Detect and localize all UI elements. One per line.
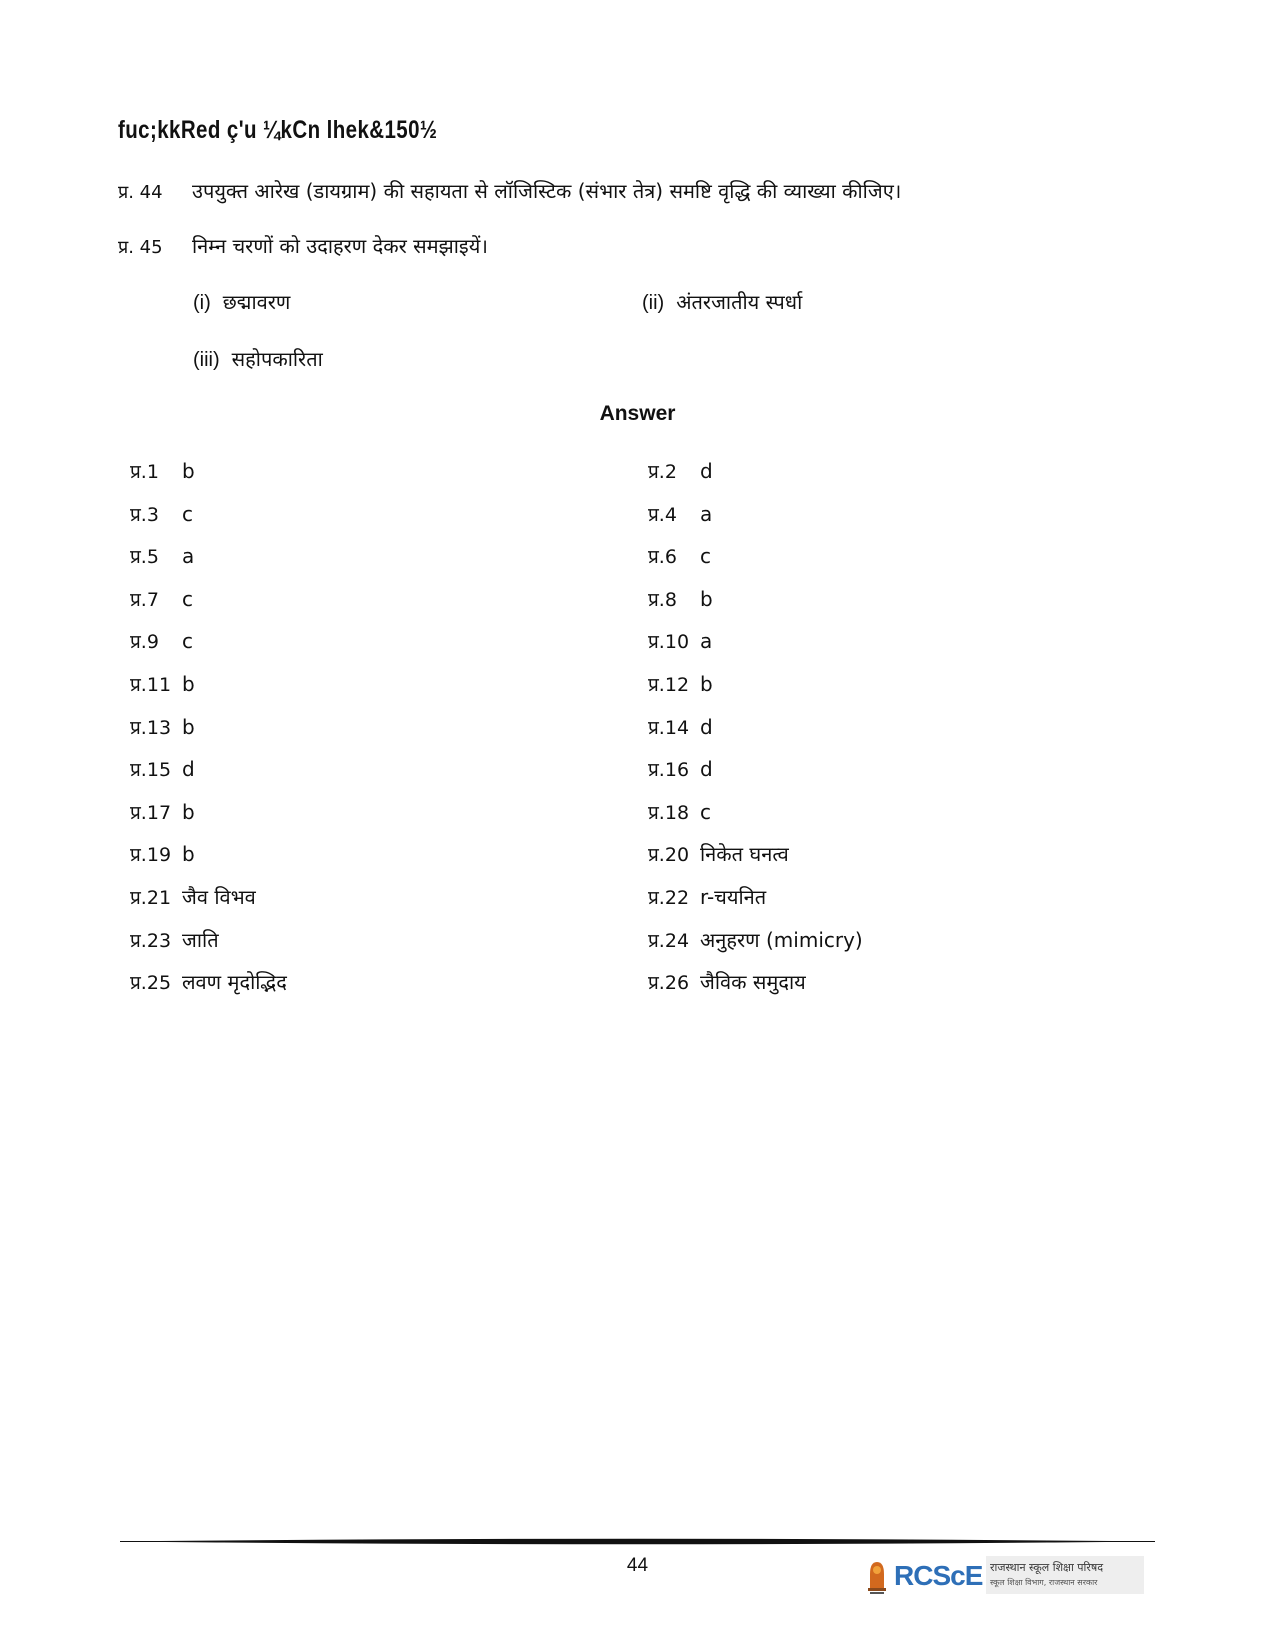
- answer-number: प्र.22: [648, 886, 690, 909]
- answer-row: [130, 756, 287, 799]
- answer-number: प्र.3: [130, 503, 159, 526]
- answer-row: [130, 458, 287, 501]
- answer-number: प्र.9: [130, 631, 159, 654]
- answer-number: प्र.5: [130, 546, 159, 569]
- answer-number: प्र.12: [648, 673, 690, 696]
- option-ii: [642, 288, 802, 315]
- answer-value: b: [182, 842, 195, 867]
- answer-value: c: [182, 586, 193, 611]
- answer-number: प्र.24: [648, 929, 690, 952]
- option-text: सहोपकारिता: [231, 347, 323, 371]
- answer-row: [130, 799, 287, 842]
- answer-row: [130, 927, 287, 970]
- answer-value: b: [182, 799, 195, 824]
- answer-value: लवण मृदोद्भिद: [182, 970, 287, 995]
- answer-value: d: [700, 757, 713, 782]
- answer-value: b: [700, 586, 713, 611]
- answer-row: [648, 756, 863, 799]
- answer-number: प्र.1: [130, 461, 159, 483]
- question-number: प्र. 45: [118, 237, 163, 258]
- answer-value: c: [700, 799, 711, 824]
- answer-number: प्र.19: [130, 844, 172, 867]
- answer-number: प्र.15: [130, 759, 172, 782]
- answer-number: प्र.16: [648, 759, 690, 782]
- answer-number: प्र.25: [130, 972, 172, 995]
- answer-row: [648, 628, 863, 671]
- option-text: अंतरजातीय स्पर्धा: [676, 290, 803, 314]
- answer-value: a: [700, 629, 713, 654]
- answer-number: प्र.2: [648, 461, 677, 483]
- answer-row: [648, 799, 863, 842]
- answer-value: c: [700, 544, 711, 569]
- answer-row: [130, 841, 287, 884]
- answer-row: [130, 501, 287, 544]
- answer-row: [648, 671, 863, 714]
- answer-value: जैविक समुदाय: [700, 970, 806, 995]
- answer-row: [130, 884, 287, 927]
- answer-row: [648, 586, 863, 629]
- answer-number: प्र.7: [130, 588, 159, 611]
- answer-value: b: [182, 671, 195, 696]
- answer-value: अनुहरण (mimicry): [700, 927, 863, 952]
- answer-number: प्र.10: [648, 631, 690, 654]
- answers-right-column: [648, 458, 863, 1012]
- answer-value: c: [182, 501, 193, 526]
- answer-value: d: [700, 714, 713, 739]
- answer-row: [648, 969, 863, 1012]
- rcsce-logo: [862, 1556, 1144, 1598]
- answer-row: [648, 927, 863, 970]
- answer-value: c: [182, 629, 193, 654]
- answer-value: a: [182, 544, 195, 569]
- answer-heading: Answer: [599, 402, 676, 425]
- answer-number: प्र.18: [648, 801, 690, 824]
- answer-row: [130, 586, 287, 629]
- answer-value: जैव विभव: [182, 884, 256, 909]
- section-heading: fuc;kkRed ç'u ¼kCn lhek&150½: [118, 116, 438, 144]
- answer-row: [648, 501, 863, 544]
- question-45: [118, 232, 488, 259]
- answer-row: [648, 543, 863, 586]
- answer-row: [130, 628, 287, 671]
- option-iii: [193, 345, 323, 372]
- answer-number: प्र.20: [648, 844, 690, 867]
- answer-value: जाति: [182, 927, 219, 952]
- answer-number: प्र.8: [648, 588, 677, 611]
- answer-value: b: [182, 714, 195, 739]
- answer-number: प्र.17: [130, 801, 172, 824]
- option-i: [193, 288, 290, 315]
- answer-value: d: [700, 459, 713, 483]
- option-number: (iii): [193, 349, 220, 371]
- answer-value: b: [182, 459, 195, 483]
- answer-number: प्र.21: [130, 886, 172, 909]
- answer-value: a: [700, 501, 713, 526]
- answers-left-column: [130, 458, 287, 1012]
- answer-number: प्र.13: [130, 716, 172, 739]
- answer-number: प्र.6: [648, 546, 677, 569]
- answer-number: प्र.4: [648, 503, 677, 526]
- answer-row: [648, 714, 863, 757]
- answer-value: निकेत घनत्व: [700, 842, 789, 867]
- answer-number: प्र.14: [648, 716, 690, 739]
- answer-row: [130, 543, 287, 586]
- answer-row: [648, 841, 863, 884]
- page-number: 44: [626, 1555, 649, 1576]
- option-text: छद्मावरण: [222, 290, 291, 314]
- logo-wordmark: RCScE: [894, 1560, 983, 1591]
- answer-value: r-चयनित: [700, 884, 767, 909]
- option-number: (ii): [642, 292, 665, 314]
- answer-number: प्र.11: [130, 673, 172, 696]
- question-text: निम्न चरणों को उदाहरण देकर समझाइयें।: [192, 234, 488, 258]
- footer-divider: [120, 1538, 1155, 1545]
- answer-row: [130, 671, 287, 714]
- answer-row: [130, 969, 287, 1012]
- answer-row: [648, 884, 863, 927]
- logo-tagline: राजस्थान स्कूल शिक्षा परिषद: [990, 1561, 1104, 1574]
- answer-row: [648, 458, 863, 501]
- question-text: उपयुक्त आरेख (डायग्राम) की सहायता से लॉजिस्टिक (संभार तेत्र) समष्टि वृद्धि की व्याख्या कीजिए।: [192, 179, 902, 203]
- option-number: (i): [193, 292, 211, 314]
- question-44: [118, 177, 901, 204]
- answer-row: [130, 714, 287, 757]
- logo-subtagline: स्कूल शिक्षा विभाग, राजस्थान सरकार: [990, 1578, 1098, 1587]
- ashoka-emblem-icon: [864, 1558, 890, 1596]
- answer-value: d: [182, 757, 195, 782]
- answer-number: प्र.23: [130, 929, 172, 952]
- answer-number: प्र.26: [648, 972, 690, 995]
- answer-value: b: [700, 671, 713, 696]
- question-number: प्र. 44: [118, 182, 163, 203]
